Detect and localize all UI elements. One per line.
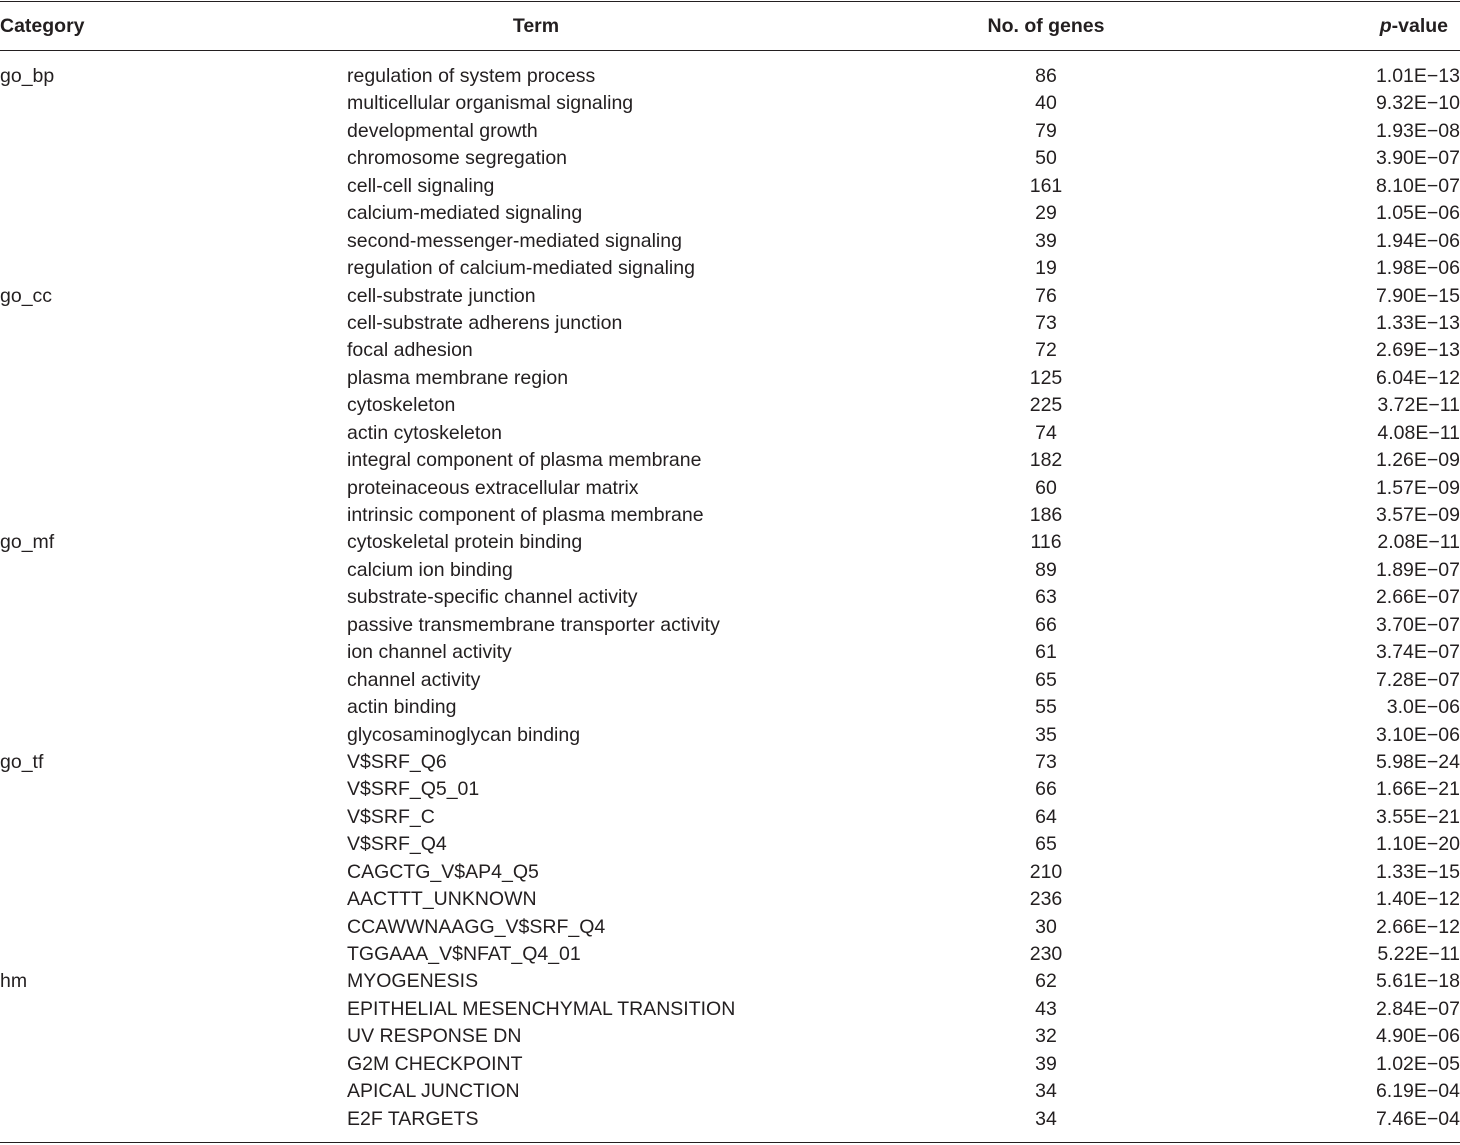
table-row [0, 502, 1460, 529]
p-value-cell: 1.94E−06 [1375, 229, 1460, 252]
term-cell: cell-substrate adherens junction [347, 311, 623, 334]
term-cell: intrinsic component of plasma membrane [347, 504, 704, 526]
p-value-cell: 1.98E−06 [1375, 257, 1460, 280]
p-value-cell: 1.93E−08 [1375, 119, 1460, 142]
table-body [0, 63, 1460, 1133]
gene-count-cell: 39 [1035, 1052, 1057, 1075]
table-row [0, 722, 1460, 749]
term-cell: cytoskeletal protein binding [347, 531, 583, 554]
p-value-cell: 8.10E−07 [1375, 174, 1460, 197]
term-cell: chromosome segregation [347, 147, 568, 170]
p-value-cell: 1.33E−15 [1375, 860, 1460, 883]
term-cell: cell-substrate junction [347, 284, 536, 307]
p-value-cell: 3.70E−07 [1375, 613, 1460, 636]
gene-count-cell: 125 [1029, 366, 1063, 389]
gene-count-cell: 230 [1029, 943, 1063, 965]
p-value-cell: 3.90E−07 [1375, 147, 1460, 170]
table-row [0, 475, 1460, 502]
table-row [0, 584, 1460, 611]
term-cell: calcium ion binding [347, 558, 513, 581]
table-row [0, 145, 1460, 172]
p-value-cell: 7.90E−15 [1375, 284, 1460, 307]
gene-count-cell: 32 [1035, 1025, 1057, 1048]
gene-count-cell: 66 [1035, 778, 1057, 801]
table-row [0, 63, 1460, 90]
gene-count-cell: 73 [1035, 750, 1057, 773]
term-cell: ion channel activity [347, 641, 512, 664]
table-row [0, 1023, 1460, 1050]
p-value-cell: 2.08E−11 [1377, 531, 1460, 554]
p-value-cell: 4.08E−11 [1377, 421, 1460, 444]
table-row [0, 859, 1460, 886]
term-cell: channel activity [347, 668, 481, 691]
header-term: Term [512, 15, 560, 37]
table-row [0, 831, 1460, 858]
table-row [0, 1051, 1460, 1078]
gene-count-cell: 34 [1035, 1107, 1057, 1130]
gene-count-cell: 61 [1035, 641, 1057, 664]
p-value-cell: 1.01E−13 [1375, 65, 1460, 87]
gene-count-cell: 236 [1029, 888, 1063, 911]
table-row [0, 639, 1460, 666]
table-row [0, 886, 1460, 913]
term-cell: actin cytoskeleton [347, 421, 503, 444]
term-cell: actin binding [347, 696, 457, 719]
gene-count-cell: 74 [1035, 421, 1057, 444]
gene-count-cell: 43 [1035, 997, 1057, 1020]
term-cell: MYOGENESIS [347, 970, 479, 993]
gene-count-cell: 186 [1029, 504, 1063, 526]
table-row [0, 1106, 1460, 1133]
table-row [0, 228, 1460, 255]
header-no-of-genes: No. of genes [987, 15, 1105, 37]
table-row [0, 968, 1460, 995]
p-value-cell: 3.10E−06 [1375, 723, 1460, 746]
gene-count-cell: 210 [1029, 860, 1063, 883]
gene-count-cell: 86 [1035, 65, 1057, 87]
gene-count-cell: 76 [1035, 284, 1057, 307]
table-row [0, 612, 1460, 639]
p-value-cell: 3.57E−09 [1375, 504, 1460, 526]
table-row [0, 447, 1460, 474]
gene-count-cell: 72 [1035, 339, 1057, 362]
term-cell: regulation of calcium-mediated signaling [347, 257, 695, 280]
term-cell: V$SRF_Q4 [347, 833, 447, 856]
table-row [0, 173, 1460, 200]
gene-count-cell: 89 [1035, 558, 1057, 581]
table-row [0, 283, 1460, 310]
term-cell: UV RESPONSE DN [347, 1025, 522, 1048]
p-value-cell: 1.05E−06 [1375, 202, 1460, 225]
term-cell: V$SRF_Q6 [347, 750, 447, 773]
gene-count-cell: 60 [1035, 476, 1057, 499]
p-value-cell: 1.40E−12 [1375, 888, 1460, 911]
category-cell: go_cc [0, 284, 53, 307]
p-value-cell: 7.46E−04 [1375, 1107, 1460, 1130]
table-row [0, 1078, 1460, 1105]
p-value-cell: 1.89E−07 [1375, 558, 1460, 581]
table-bottom-rule [0, 1142, 1460, 1143]
term-cell: V$SRF_Q5_01 [347, 778, 480, 801]
gene-count-cell: 79 [1035, 119, 1057, 142]
p-value-cell: 5.22E−11 [1377, 943, 1460, 965]
gene-count-cell: 116 [1030, 531, 1062, 554]
gene-count-cell: 62 [1035, 970, 1057, 993]
term-cell: cell-cell signaling [347, 174, 495, 197]
term-cell: second-messenger-mediated signaling [347, 229, 682, 252]
p-value-cell: 5.61E−18 [1375, 970, 1460, 993]
table-row [0, 941, 1460, 968]
p-value-cell: 6.19E−04 [1375, 1080, 1460, 1103]
gene-count-cell: 63 [1035, 586, 1057, 609]
gene-count-cell: 50 [1035, 147, 1057, 170]
gene-count-cell: 182 [1029, 449, 1063, 472]
p-value-cell: 2.66E−12 [1375, 915, 1460, 938]
term-cell: focal adhesion [347, 339, 473, 362]
term-cell: proteinaceous extracellular matrix [347, 476, 639, 499]
p-value-cell: 2.66E−07 [1375, 586, 1460, 609]
gene-count-cell: 66 [1035, 613, 1057, 636]
table-row [0, 667, 1460, 694]
p-value-cell: 1.66E−21 [1375, 778, 1460, 801]
p-value-cell: 3.55E−21 [1375, 805, 1460, 828]
term-cell: developmental growth [347, 119, 538, 142]
table-row [0, 420, 1460, 447]
gene-count-cell: 65 [1035, 833, 1057, 856]
p-value-cell: 7.28E−07 [1375, 668, 1460, 691]
gene-count-cell: 34 [1035, 1080, 1057, 1103]
table-row [0, 200, 1460, 227]
term-cell: G2M CHECKPOINT [347, 1052, 523, 1075]
p-value-cell: 6.04E−12 [1375, 366, 1460, 389]
table-row [0, 90, 1460, 117]
table-row [0, 310, 1460, 337]
p-value-cell: 1.57E−09 [1375, 476, 1460, 499]
term-cell: CAGCTG_V$AP4_Q5 [347, 860, 539, 883]
table-row [0, 255, 1460, 282]
p-value-cell: 3.72E−11 [1377, 394, 1460, 417]
p-value-cell: 1.33E−13 [1375, 311, 1460, 334]
gene-count-cell: 55 [1035, 696, 1057, 719]
gene-count-cell: 73 [1035, 311, 1057, 334]
table-top-rule [0, 1, 1460, 2]
p-value-cell: 3.0E−06 [1386, 696, 1460, 719]
p-value-cell: 9.32E−10 [1375, 92, 1460, 115]
term-cell: V$SRF_C [347, 805, 435, 828]
table-row [0, 529, 1460, 556]
p-value-cell: 2.69E−13 [1375, 339, 1460, 362]
term-cell: plasma membrane region [347, 366, 569, 389]
category-cell: go_bp [0, 65, 55, 87]
header-p-value-suffix: -value [1391, 15, 1448, 37]
table-row [0, 804, 1460, 831]
table-row [0, 996, 1460, 1023]
p-value-cell: 1.02E−05 [1375, 1052, 1460, 1075]
term-cell: regulation of system process [347, 65, 596, 87]
table-row [0, 914, 1460, 941]
p-value-cell: 2.84E−07 [1375, 997, 1460, 1020]
term-cell: substrate-specific channel activity [347, 586, 638, 609]
gene-count-cell: 19 [1035, 257, 1057, 280]
table-row [0, 337, 1460, 364]
header-p-value [1380, 14, 1448, 38]
term-cell: AACTTT_UNKNOWN [347, 888, 537, 911]
table-row [0, 694, 1460, 721]
p-value-cell: 5.98E−24 [1375, 750, 1460, 773]
term-cell: EPITHELIAL MESENCHYMAL TRANSITION [347, 997, 736, 1020]
term-cell: E2F TARGETS [347, 1107, 479, 1130]
term-cell: APICAL JUNCTION [347, 1080, 520, 1103]
p-value-cell: 1.10E−20 [1375, 833, 1460, 856]
p-value-cell: 3.74E−07 [1375, 641, 1460, 664]
gene-count-cell: 225 [1029, 394, 1063, 417]
category-cell: go_mf [0, 531, 55, 554]
term-cell: integral component of plasma membrane [347, 449, 702, 472]
header-category: Category [0, 15, 85, 37]
table-row [0, 557, 1460, 584]
gene-count-cell: 64 [1035, 805, 1057, 828]
header-p-value-italic: p [1379, 15, 1392, 37]
gene-count-cell: 30 [1035, 915, 1057, 938]
p-value-cell: 1.26E−09 [1375, 449, 1460, 472]
term-cell: CCAWWNAAGG_V$SRF_Q4 [347, 915, 606, 938]
table-row [0, 118, 1460, 145]
table-header-rule [0, 50, 1460, 51]
category-cell: hm [0, 970, 28, 993]
gene-count-cell: 35 [1035, 723, 1057, 746]
term-cell: glycosaminoglycan binding [347, 723, 581, 746]
term-cell: calcium-mediated signaling [347, 202, 583, 225]
table-row [0, 749, 1460, 776]
gene-count-cell: 40 [1035, 92, 1057, 115]
p-value-cell: 4.90E−06 [1375, 1025, 1460, 1048]
table-row [0, 365, 1460, 392]
gene-count-cell: 161 [1029, 174, 1063, 197]
gene-count-cell: 39 [1035, 229, 1057, 252]
table-row [0, 392, 1460, 419]
term-cell: cytoskeleton [347, 394, 456, 417]
table-row [0, 776, 1460, 803]
gene-count-cell: 29 [1035, 202, 1057, 225]
term-cell: multicellular organismal signaling [347, 92, 634, 115]
term-cell: passive transmembrane transporter activity [347, 613, 720, 636]
term-cell: TGGAAA_V$NFAT_Q4_01 [347, 943, 581, 965]
category-cell: go_tf [0, 750, 44, 773]
gene-count-cell: 65 [1035, 668, 1057, 691]
